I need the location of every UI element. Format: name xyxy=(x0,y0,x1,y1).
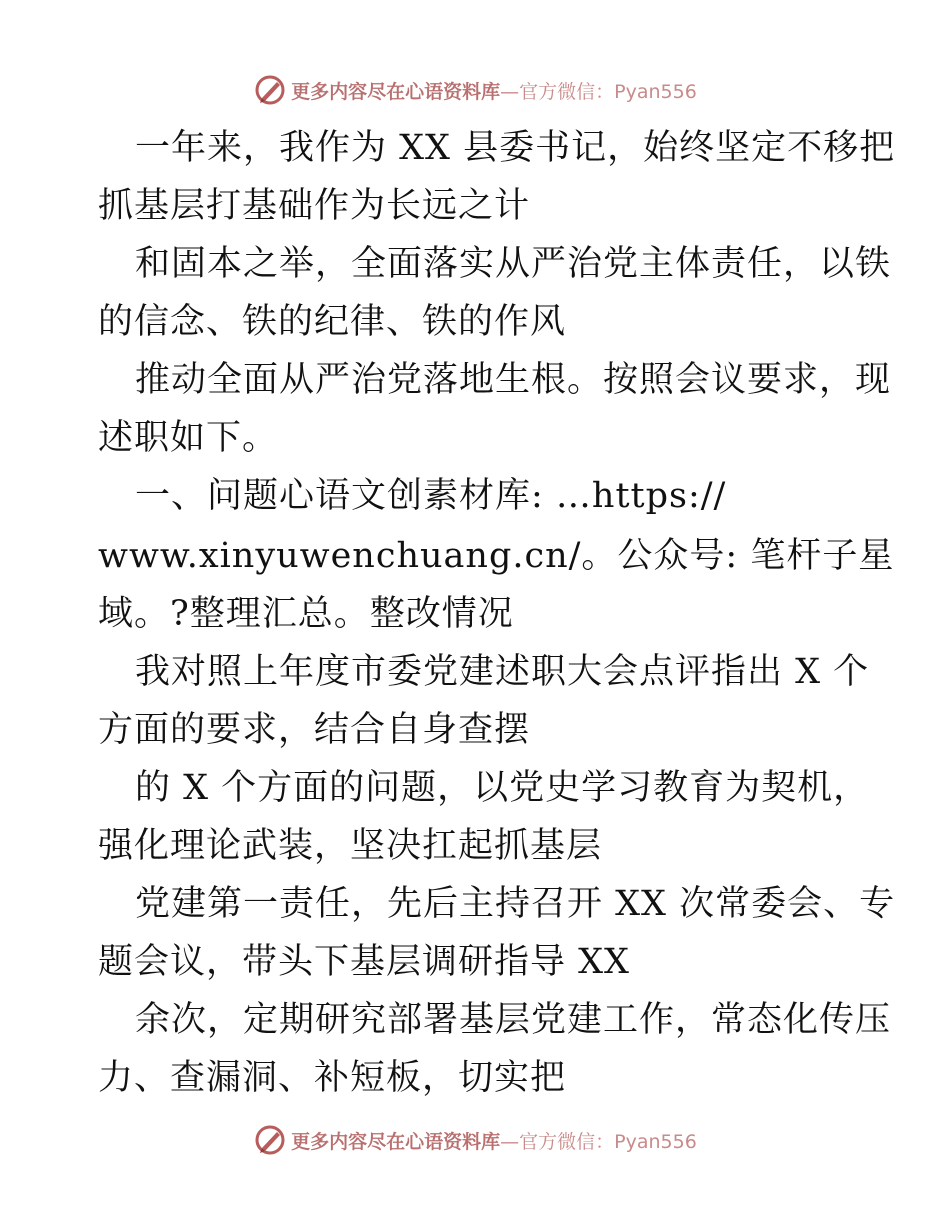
footer-banner-text xyxy=(291,1127,697,1154)
body-line: 方面的要求，结合自身查摆 xyxy=(98,710,531,750)
body-line: 党建第一责任，先后主持召开 XX 次常委会、专 xyxy=(135,884,896,924)
body-line: 强化理论武装，坚决扛起抓基层 xyxy=(98,826,603,866)
header-banner-main: 更多内容尽在心语资料库 xyxy=(291,80,501,103)
body-line: 述职如下。 xyxy=(98,418,279,458)
pen-logo-icon xyxy=(253,73,287,107)
body-line: 的 X 个方面的问题，以党史学习教育为契机， xyxy=(135,768,870,808)
footer-banner xyxy=(0,1120,950,1160)
body-line: www.xinyuwenchuang.cn/。公众号: 笔杆子星 xyxy=(98,536,895,576)
footer-banner-main: 更多内容尽在心语资料库 xyxy=(291,1130,501,1153)
body-line: 和固本之举，全面落实从严治党主体责任，以铁 xyxy=(135,244,892,284)
body-line: 余次，定期研究部署基层党建工作，常态化传压 xyxy=(135,1000,892,1040)
header-banner-sub: —官方微信：Pyan556 xyxy=(500,80,697,103)
body-line: 一、问题心语文创素材库: …https:// xyxy=(135,476,727,516)
body-line: 一年来，我作为 XX 县委书记，始终坚定不移把 xyxy=(135,128,896,168)
body-line: 域。?整理汇总。整改情况 xyxy=(98,594,514,634)
body-line: 力、查漏洞、补短板，切实把 xyxy=(98,1058,567,1098)
body-line: 抓基层打基础作为长远之计 xyxy=(98,186,531,226)
footer-banner-sub: —官方微信：Pyan556 xyxy=(500,1130,697,1153)
body-line: 题会议，带头下基层调研指导 XX xyxy=(98,942,630,982)
body-line: 的信念、铁的纪律、铁的作风 xyxy=(98,302,567,342)
header-banner xyxy=(0,70,950,110)
header-banner-text xyxy=(291,77,697,104)
body-line: 推动全面从严治党落地生根。按照会议要求，现 xyxy=(135,360,892,400)
pen-logo-icon xyxy=(253,1123,287,1157)
body-line: 我对照上年度市委党建述职大会点评指出 X 个 xyxy=(135,652,870,692)
